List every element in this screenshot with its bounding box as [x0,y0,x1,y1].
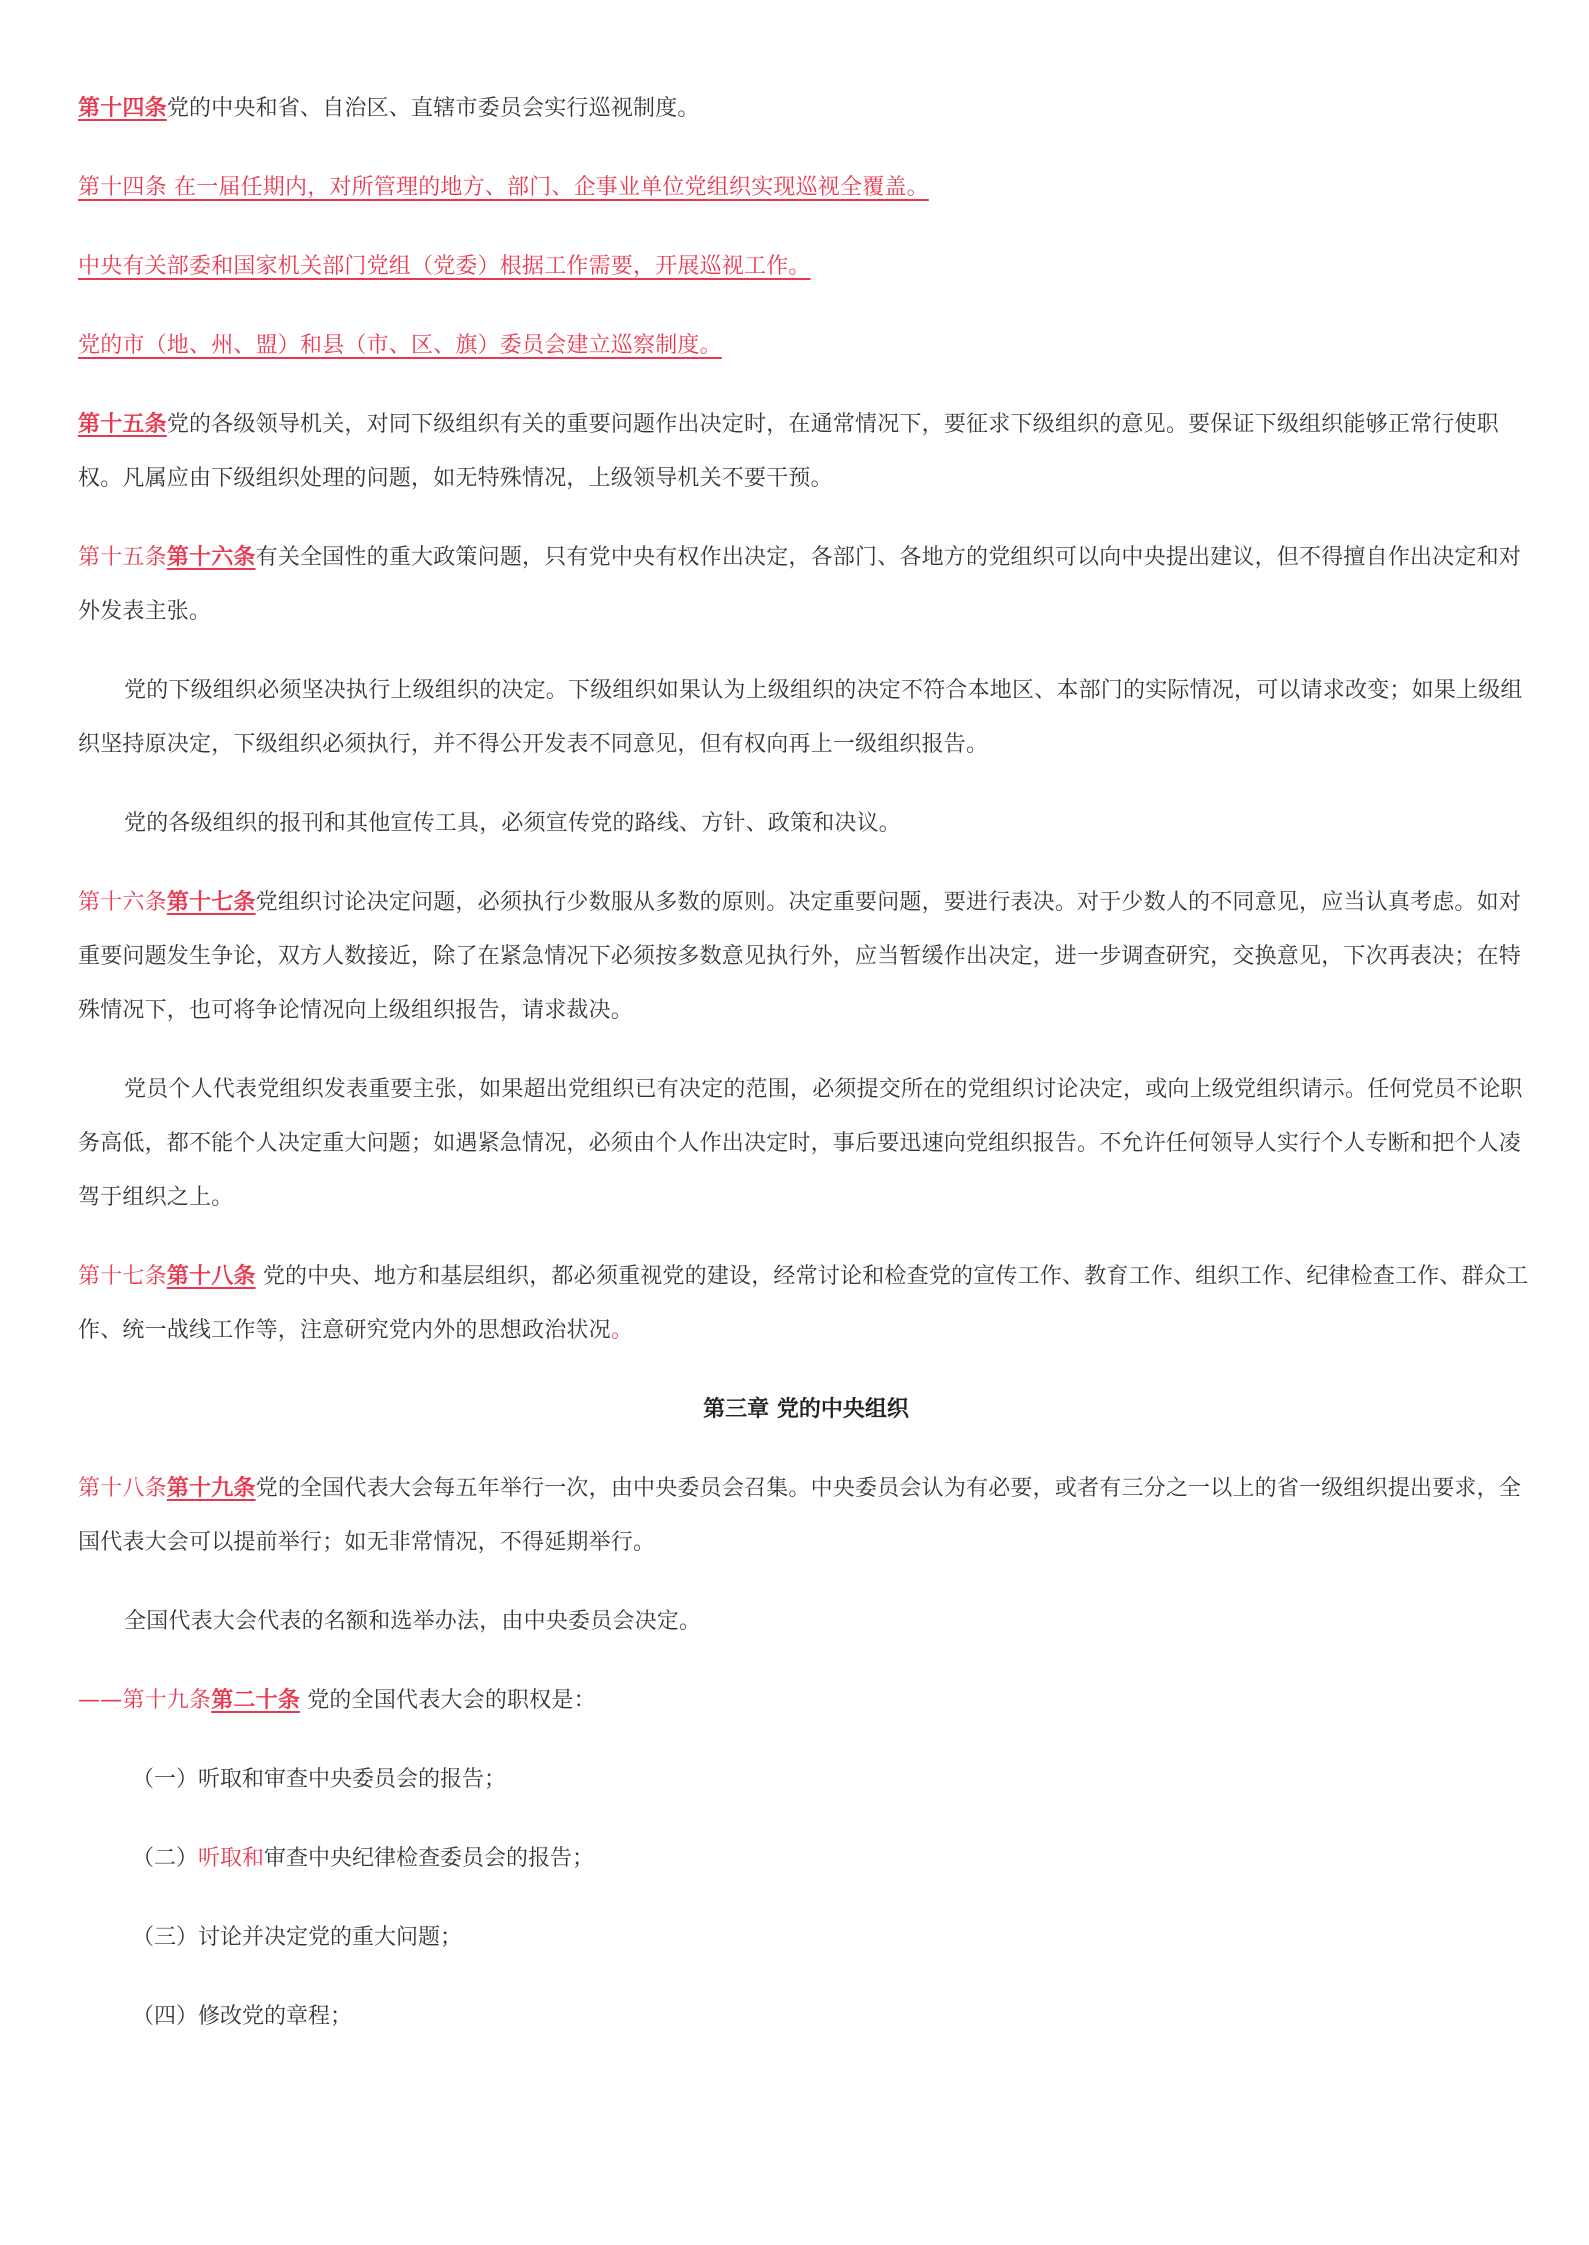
paragraph-text: 党的各级组织的报刊和其他宣传工具，必须宣传党的路线、方针、政策和决议。 [124,811,902,836]
list-item-text: （四）修改党的章程； [132,2004,353,2029]
list-item [78,1911,1534,1965]
article-text: 党的各级领导机关，对同下级组织有关的重要问题作出决定时，在通常情况下，要征求下级组织的意见。要保证下级组织能够正常行使职权。凡属应由下级组织处理的问题，如无特殊情况，上级领导机关不要干预。 [78,412,1499,491]
paragraph-publicity [78,797,1534,851]
paragraph-lower-org-execute [78,664,1534,772]
article-number: 第十七条 [166,890,256,915]
dash-mark: —— [78,1688,123,1713]
old-article-number: 第十七条 [78,1264,167,1289]
list-item-text: 审查中央纪律检查委员会的报告； [264,1846,595,1871]
paragraph-article-16 [78,531,1534,639]
paragraph-individual-representation [78,1063,1534,1225]
paragraph-article-18 [78,1250,1534,1358]
list-item-text: （三）讨论并决定党的重大问题； [132,1925,463,1950]
old-article-number: 第十五条 [78,545,167,570]
paragraph-text: 党员个人代表党组织发表重要主张，如果超出党组织已有决定的范围，必须提交所在的党组织讨论决定，或向上级党组织请示。任何党员不论职务高低，都不能个人决定重大问题；如遇紧急情况，必须由个人作出决定时，事后要迅速向党组织报告。不允许任何领导人实行个人专断和把个人凌驾于组织之上。 [78,1077,1523,1210]
paragraph-article-20 [78,1674,1534,1728]
paragraph-article-19 [78,1462,1534,1570]
list-item [78,1832,1534,1886]
old-article-number: 第十八条 [78,1476,167,1501]
paragraph-text: 全国代表大会代表的名额和选举办法，由中央委员会决定。 [124,1609,702,1634]
article-text: 党的全国代表大会的职权是： [300,1688,596,1713]
paragraph-delegate-quota [78,1595,1534,1649]
article-text: 有关全国性的重大政策问题，只有党中央有权作出决定，各部门、各地方的党组织可以向中央提出建议，但不得擅自作出决定和对外发表主张。 [78,545,1522,624]
paragraph-inserted-central-departments [78,240,1534,294]
article-number: 第十四条 [78,96,167,121]
inserted-text: 党的市（地、州、盟）和县（市、区、旗）委员会建立巡察制度。 [78,333,722,358]
article-number: 第十六条 [166,545,256,570]
paragraph-article-14 [78,82,1534,136]
article-text: 党的全国代表大会每五年举行一次，由中央委员会召集。中央委员会认为有必要，或者有三分之一以上的省一级组织提出要求，全国代表大会可以提前举行；如无非常情况，不得延期举行。 [78,1476,1522,1555]
paragraph-text: 党的下级组织必须坚决执行上级组织的决定。下级组织如果认为上级组织的决定不符合本地区、本部门的实际情况，可以请求改变；如果上级组织坚持原决定，下级组织必须执行，并不得公开发表不同意见，但有权向再上一级组织报告。 [78,678,1523,757]
paragraph-inserted-city-county [78,319,1534,373]
article-end-mark: 。 [610,1318,634,1343]
inserted-text: 中央有关部委和国家机关部门党组（党委）根据工作需要，开展巡视工作。 [78,254,811,279]
article-text: 党的中央、地方和基层组织，都必须重视党的建设，经常讨论和检查党的宣传工作、教育工作、组织工作、纪律检查工作、群众工作、统一战线工作等，注意研究党内外的思想政治状况 [78,1264,1529,1343]
chapter-heading: 第三章 党的中央组织 [703,1397,909,1422]
list-item-inserted: 听取和 [198,1846,265,1871]
paragraph-inserted-inspection-coverage [78,161,1534,215]
article-number: 第二十条 [211,1688,301,1713]
list-item-prefix: （二） [132,1846,199,1871]
document-body [78,82,1534,2069]
old-article-number: 第十九条 [122,1688,212,1713]
paragraph-article-15 [78,398,1534,506]
article-text: 党组织讨论决定问题，必须执行少数服从多数的原则。决定重要问题，要进行表决。对于少数人的不同意见，应当认真考虑。如对重要问题发生争论，双方人数接近，除了在紧急情况下必须按多数意见执行外，应当暂缓作出决定，进一步调查研究，交换意见，下次再表决；在特殊情况下，也可将争论情况向上级组织报告，请求裁决。 [78,890,1522,1023]
list-item [78,1753,1534,1807]
article-number: 第十五条 [78,412,167,437]
old-article-number: 第十六条 [78,890,167,915]
article-text: 党的中央和省、自治区、直辖市委员会实行巡视制度。 [166,96,700,121]
article-number: 第十九条 [166,1476,256,1501]
inserted-text: 第十四条 在一届任期内，对所管理的地方、部门、企事业单位党组织实现巡视全覆盖。 [78,175,929,200]
list-item-text: （一）听取和审查中央委员会的报告； [132,1767,507,1792]
paragraph-article-17 [78,876,1534,1038]
article-number: 第十八条 [166,1264,256,1289]
list-item [78,1990,1534,2044]
